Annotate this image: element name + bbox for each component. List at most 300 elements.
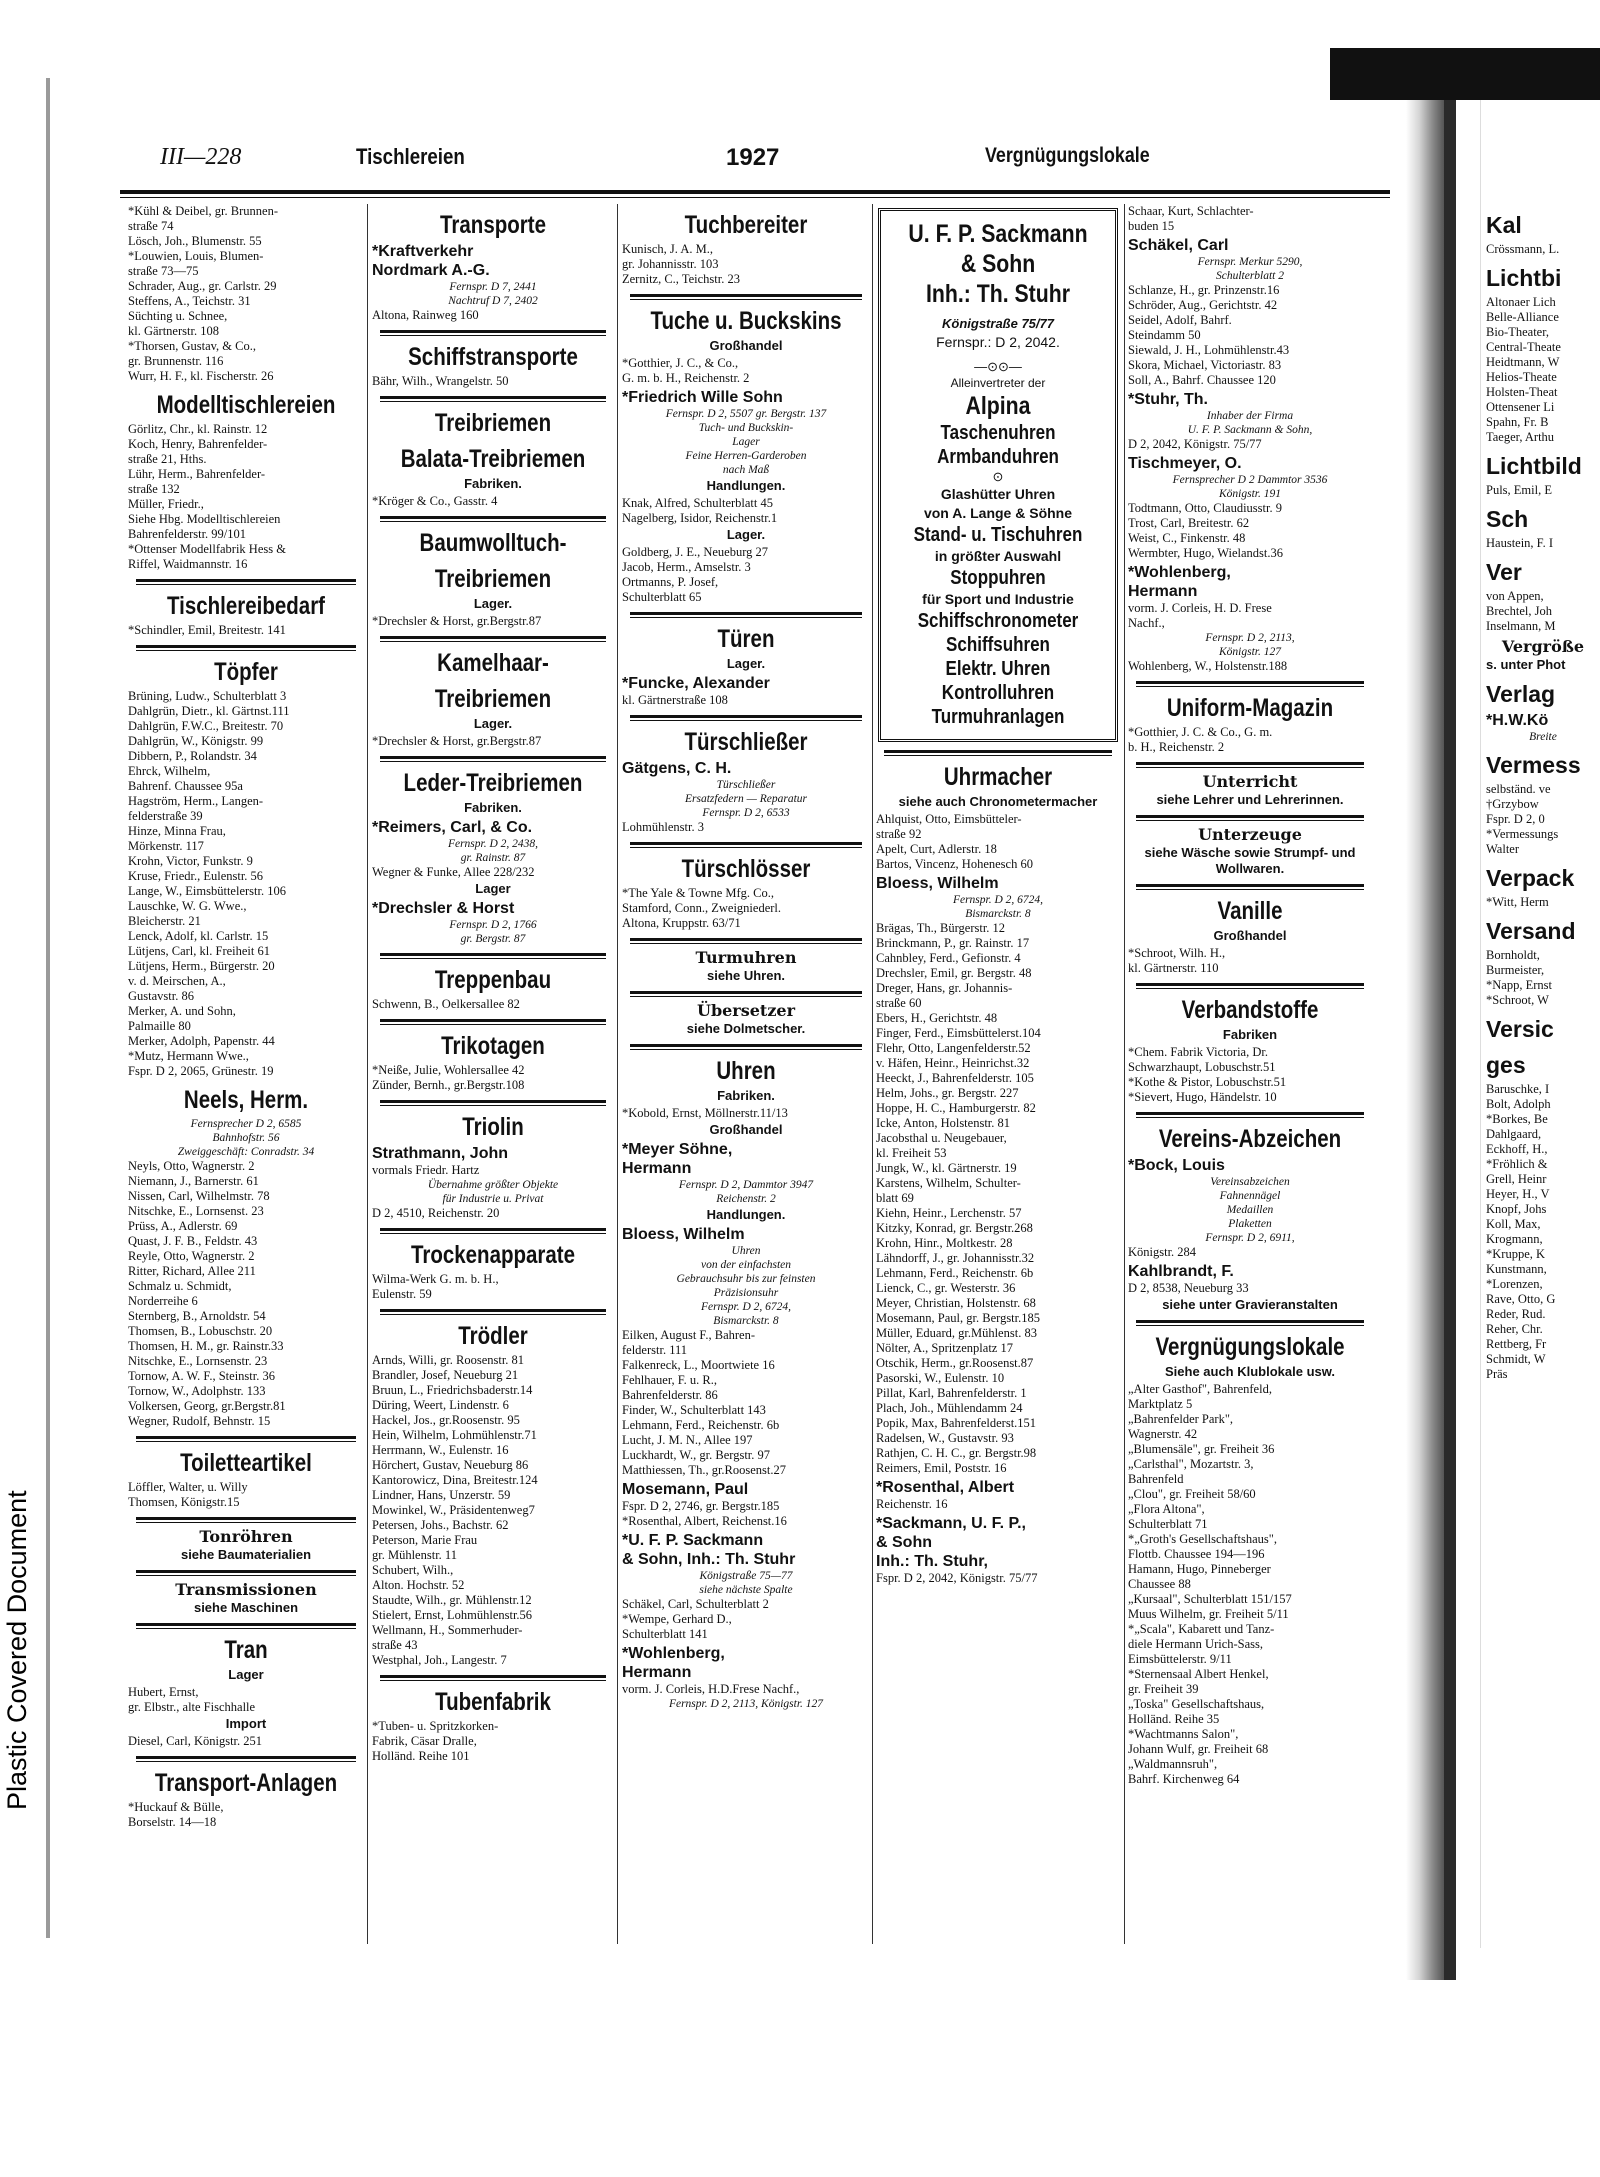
section-subheading: Lager. (473, 596, 513, 611)
listing-entry: Wohlenberg, W., Holstenstr.188 (1128, 659, 1288, 673)
ad-product: Kontrolluhren (941, 682, 1055, 704)
listing-entry: Ottensener Li (1486, 400, 1555, 414)
column-rule (367, 204, 368, 1944)
listing-entry: Brinckmann, P., gr. Rainstr. 17 (876, 936, 1030, 950)
section-heading: Türen (717, 625, 775, 653)
section-heading: Tuchbereiter (684, 211, 808, 239)
listing-entry: *Thorsen, Gustav, & Co., gr. Brunnenstr. 116 (128, 339, 256, 368)
section-divider (136, 579, 356, 585)
listing-entry: *Rosenthal, Albert, Reichenst.16 (622, 1514, 787, 1528)
listing-entry: Cahnbley, Ferd., Gefionstr. 4 (876, 951, 1021, 965)
section-heading: Verpack (1486, 865, 1575, 891)
listing-entry: Sternberg, B., Arnoldstr. 54 (128, 1309, 266, 1323)
listing-entry: Westphal, Joh., Langestr. 7 (372, 1653, 507, 1667)
listing-note: Fernspr. D 2, 2113, Königstr. 127 (668, 1698, 824, 1710)
listing-entry: *Kobold, Ernst, Möllnerstr.11/13 (622, 1106, 788, 1120)
section-heading: Triolin (462, 1113, 524, 1141)
listing-entry: Lütjens, Carl, kl. Freiheit 61 (128, 944, 270, 958)
listing-entry: Süchting u. Schnee, kl. Gärtnerstr. 108 (128, 309, 228, 338)
header-rule-thin (120, 197, 1390, 198)
listing-entry: Jungk, W., kl. Gärtnerstr. 19 (876, 1161, 1017, 1175)
listing-entry: *„Groth's Gesellschaftshaus", Flottb. Chaussee 194—196 (1128, 1532, 1277, 1561)
firm-name: *Kraftverkehr Nordmark A.-G. (372, 243, 490, 279)
listing-entry: Falkenreck, L., Moortwiete 16 (622, 1358, 775, 1372)
listing-entry: Dibbern, P., Rolandstr. 34 (128, 749, 257, 763)
listing-entry: Knak, Alfred, Schulterblatt 45 (622, 496, 774, 510)
listing-entry: Finder, W., Schulterblatt 143 (622, 1403, 766, 1417)
section-heading: Vereins-Abzeichen (1158, 1125, 1342, 1153)
section-divider (884, 750, 1112, 756)
listing-entry: Steffens, A., Teichstr. 31 (128, 294, 251, 308)
section-divider (1136, 1320, 1364, 1326)
listing-entry: Krohn, Victor, Funkstr. 9 (128, 854, 253, 868)
header-right-title: Vergnügungslokale (985, 144, 1150, 167)
listing-entry: Meyer, Christian, Holstenstr. 68 (876, 1296, 1036, 1310)
section-heading: Transport-Anlagen (154, 1769, 338, 1797)
listing-note: Vereinsabzeichen Fahnennägel Medaillen Plaketten Fernspr. D 2, 6911, (1205, 1176, 1295, 1244)
listing-entry: Skora, Michael, Victoriastr. 83 (1128, 358, 1282, 372)
listing-entry: Nitschke, E., Lornsenstr. 23 (128, 1354, 268, 1368)
section-heading: Tuche u. Buckskins (650, 307, 842, 335)
cross-reference-heading: Vergröße (1501, 637, 1585, 656)
listing-entry: Jacobsthal u. Neugebauer, kl. Freiheit 53 (876, 1131, 1007, 1160)
ad-firm-line-1: U. F. P. Sackmann (908, 220, 1088, 248)
listing-entry: Siehe Hbg. Modelltischlereien Bahrenfelderstr. 99/101 (128, 512, 281, 541)
section-divider (630, 842, 862, 848)
listing-entry: Reichenstr. 16 (876, 1497, 948, 1511)
book-gutter-edge (1444, 100, 1456, 1980)
listing-note: Fernspr. D 2, 2113, Königstr. 127 (1205, 632, 1295, 658)
listing-entry: Reimers, Emil, Poststr. 16 (876, 1461, 1007, 1475)
listing-entry: „Toska" Gesellschaftshaus, Holländ. Reihe 35 (1128, 1697, 1265, 1726)
listing-entry: Todtmann, Otto, Claudiusstr. 9 (1128, 501, 1282, 515)
listing-entry: Wurr, H. F., kl. Fischerstr. 26 (128, 369, 274, 383)
listing-note: Fernsprecher D 2, 6585 Bahnhofstr. 56 (190, 1118, 302, 1144)
column-1 (128, 204, 364, 1984)
listing-note: Tuch- und Buckskin- Lager Feine Herren-Garderoben nach Maß (685, 422, 807, 476)
listing-entry: *The Yale & Towne Mfg. Co., Stamford, Conn., Zweigniederl. Altona, Kruppstr. 63/71 (622, 886, 781, 930)
listing-entry: Hinze, Minna Frau, Mörkenstr. 117 (128, 824, 226, 853)
listing-entry: Bartos, Vincenz, Hohenesch 60 (876, 857, 1033, 871)
ad-brand: Alpina (965, 392, 1031, 420)
listing-entry: Löffler, Walter, u. Willy Thomsen, Königstr.15 (128, 1480, 248, 1509)
listing-entry: Lohmühlenstr. 3 (622, 820, 704, 834)
listing-entry: Arnds, Willi, gr. Roosenstr. 81 (372, 1353, 525, 1367)
listing-entry: Niemann, J., Barnerstr. 61 (128, 1174, 259, 1188)
section-heading: Treibriemen (434, 409, 552, 437)
section-heading: Treibriemen (434, 565, 552, 593)
listing-entry: Heeckt, J., Bahrenfelderstr. 105 (876, 1071, 1034, 1085)
ad-glashuette: Glashütter Uhren (940, 486, 1056, 502)
section-heading: Toiletteartikel (180, 1449, 312, 1477)
section-divider (136, 1623, 356, 1629)
listing-entry: Lauschke, W. G. Wwe., Bleicherstr. 21 (128, 899, 247, 928)
listing-entry: *Neiße, Julie, Wohlersallee 42 (372, 1063, 525, 1077)
firm-name: *Bock, Louis (1128, 1157, 1225, 1174)
listing-entry: Grell, Heinr Heyer, H., V Knopf, Johs Koll, Max, Krogmann, (1486, 1172, 1550, 1246)
listing-entry: Schwenn, B., Oelkersallee 82 (372, 997, 520, 1011)
firm-name: *Wohlenberg, Hermann (622, 1645, 725, 1681)
listing-entry: D 2, 2042, Königstr. 75/77 (1128, 437, 1262, 451)
scan-rule (1480, 48, 1481, 1948)
section-heading: Kamelhaar- (437, 649, 549, 677)
listing-entry: Dreger, Hans, gr. Johannis- straße 60 (876, 981, 1013, 1010)
listing-entry: Crössmann, L. (1486, 242, 1560, 256)
sidebar-label: Plastic Covered Document (2, 1490, 32, 1810)
listing-entry: v. d. Meirschen, A., Gustavstr. 86 (128, 974, 226, 1003)
section-divider (630, 612, 862, 618)
section-heading: Tubenfabrik (435, 1688, 551, 1716)
listing-entry: *Witt, Herm (1486, 895, 1549, 909)
listing-entry: Bio-Theater, Central-Theate (1486, 325, 1561, 354)
listing-entry: Krohn, Hinr., Moltkestr. 28 (876, 1236, 1013, 1250)
listing-entry: Pillat, Karl, Bahrenfelderstr. 1 (876, 1386, 1027, 1400)
listing-note: Türschließer Ersatzfedern — Reparatur Fernspr. D 2, 6533 (684, 779, 808, 819)
listing-entry: Heidtmann, W (1486, 355, 1560, 369)
section-heading: Töpfer (214, 658, 278, 686)
firm-name: Schäkel, Carl (1128, 237, 1229, 254)
listing-entry: *Tuben- u. Spritzkorken- Fabrik, Cäsar Dralle, Holländ. Reihe 101 (372, 1719, 499, 1763)
listing-entry: Königstr. 284 (1128, 1245, 1197, 1259)
listing-entry: Brüning, Ludw., Schulterblatt 3 (128, 689, 287, 703)
section-heading: Türschließer (684, 728, 808, 756)
listing-entry: *Louwien, Louis, Blumen- straße 73—75 (128, 249, 264, 278)
listing-entry: Peterson, Marie Frau gr. Mühlenstr. 11 (372, 1533, 478, 1562)
listing-entry: vormals Friedr. Hartz (372, 1163, 480, 1177)
listing-entry: *Huckauf & Bülle, Borselstr. 14—18 (128, 1800, 224, 1829)
section-subheading: Import (225, 1716, 267, 1731)
firm-name: *U. F. P. Sackmann & Sohn, Inh.: Th. Stuhr (622, 1532, 796, 1568)
section-divider (1136, 884, 1364, 890)
ad-product: Schiffsuhren (946, 634, 1050, 656)
section-heading: ges (1486, 1052, 1526, 1078)
listing-entry: Baruschke, I Bolt, Adolph *Borkes, Be (1486, 1082, 1551, 1126)
listing-entry: *Kröger & Co., Gasstr. 4 (372, 494, 498, 508)
listing-entry: *Kruppe, K Kunstmann, *Lorenzen, Rave, Otto, G Reder, Rud. Reher, Chr. Rettberg, Fr Schmidt, W (1486, 1247, 1556, 1366)
listing-entry: Karstens, Wilhelm, Schulter- blatt 69 (876, 1176, 1021, 1205)
listing-note: Uhren von der einfachsten Gebrauchsuhr bis zur feinsten Präzisionsuhr Fernspr. D 2, 6724, Bismarckstr. 8 (676, 1245, 816, 1327)
ad-ornament: —⊙⊙— (974, 359, 1022, 374)
section-divider (380, 953, 606, 959)
listing-entry: Herrmann, W., Eulenstr. 16 (372, 1443, 509, 1457)
firm-name: Gätgens, C. H. (622, 760, 732, 777)
listing-entry: Dahlgrün, W., Königstr. 99 (128, 734, 264, 748)
listing-entry: Spahn, Fr. B Taeger, Arthu (1486, 415, 1555, 444)
listing-entry: Eilken, August F., Bahren- felderstr. 111 (622, 1328, 756, 1357)
listing-entry: Hackel, Jos., gr.Roosenstr. 95 (372, 1413, 520, 1427)
listing-entry: Helm, Johs., gr. Bergstr. 227 (876, 1086, 1019, 1100)
section-subheading: Handlungen. (706, 1207, 786, 1222)
listing-note: Fernspr. D 2, 2438, gr. Rainstr. 87 (447, 838, 539, 864)
ad-product: Schiffschronometer (917, 610, 1079, 632)
firm-name: *H.W.Kö (1486, 712, 1549, 729)
listing-entry: Lienck, C., gr. Westerstr. 36 (876, 1281, 1016, 1295)
section-heading: Trikotagen (441, 1032, 545, 1060)
listing-note: Fernspr. D 2, Dammtor 3947 Reichenstr. 2 (678, 1179, 814, 1205)
section-divider (630, 938, 862, 944)
firm-name: *Friedrich Wille Sohn (622, 389, 783, 406)
section-subheading: s. unter Phot (1486, 657, 1566, 672)
listing-entry: Matthiessen, Th., gr.Roosenst.27 (622, 1463, 787, 1477)
listing-entry: Flehr, Otto, Langenfelderstr.52 (876, 1041, 1031, 1055)
listing-entry: Wegner & Funke, Allee 228/232 (372, 865, 535, 879)
listing-entry: Wermbter, Hugo, Wielandst.36 (1128, 546, 1284, 560)
listing-entry: „Waldmannsruh", Bahrf. Kirchenweg 64 (1128, 1757, 1240, 1786)
listing-entry: Staudte, Wilh., gr. Mühlenstr.12 (372, 1593, 532, 1607)
listing-entry: Hamann, Hugo, Pinneberger Chaussee 88 (1128, 1562, 1271, 1591)
listing-entry: Schlanze, H., gr. Prinzenstr.16 (1128, 283, 1280, 297)
section-divider (380, 1675, 606, 1681)
column-6-cut-off (1486, 204, 1600, 1984)
column-rule (617, 204, 618, 1944)
listing-entry: Wegner, Rudolf, Behnstr. 15 (128, 1414, 271, 1428)
section-heading: Transporte (440, 211, 546, 239)
page-header (160, 140, 1390, 184)
listing-entry: Bornholdt, (1486, 948, 1540, 962)
listing-entry: Dahlgaard, Eckhoff, H., *Fröhlich & (1486, 1127, 1548, 1171)
cross-reference-heading: Übersetzer (696, 1001, 796, 1020)
listing-entry: Luckhardt, W., gr. Bergstr. 97 (622, 1448, 771, 1462)
listing-entry: *Wachtmanns Salon", Johann Wulf, gr. Freiheit 68 (1128, 1727, 1269, 1756)
listing-entry: Drechsler, Emil, gr. Bergstr. 48 (876, 966, 1032, 980)
listing-entry: Lehmann, Ferd., Reichenstr. 6b (622, 1418, 780, 1432)
listing-entry: Petersen, Johs., Bachstr. 62 (372, 1518, 509, 1532)
listing-entry: Merker, Adolph, Papenstr. 44 (128, 1034, 275, 1048)
section-divider (1136, 681, 1364, 687)
listing-entry: Merker, A. und Sohn, Palmaille 80 (128, 1004, 236, 1033)
listing-entry: Tornow, A. W. F., Steinstr. 36 (128, 1369, 275, 1383)
page-number: III—228 (160, 144, 242, 170)
listing-entry: Düring, Weert, Lindenstr. 6 (372, 1398, 509, 1412)
section-divider (380, 1019, 606, 1025)
listing-entry: *Ottenser Modellfabrik Hess & Riffel, Waidmannstr. 16 (128, 542, 286, 571)
listing-entry: Hörchert, Gustav, Neueburg 86 (372, 1458, 529, 1472)
column-2 (372, 204, 614, 1984)
listing-note: Zweiggeschäft: Conradstr. 34 (177, 1146, 315, 1158)
listing-entry: Zünder, Bernh., gr.Bergstr.108 (372, 1078, 525, 1092)
listing-entry: Brandler, Josef, Neueburg 21 (372, 1368, 519, 1382)
listing-entry: *Gotthier, J. C. & Co., G. m. b. H., Reichenstr. 2 (1128, 725, 1273, 754)
listing-entry: Schmalz u. Schmidt, Norderreihe 6 (128, 1279, 232, 1308)
listing-entry: vorm. J. Corleis, H. D. Frese Nachf., (1128, 601, 1272, 630)
section-divider (136, 1756, 356, 1762)
section-subheading: Lager (475, 881, 511, 896)
listing-entry: Lühr, Herm., Bahrenfelder- straße 132 (128, 467, 266, 496)
section-subheading: Fabriken (1222, 1027, 1278, 1042)
section-divider (136, 1570, 356, 1576)
section-heading: Tran (224, 1636, 268, 1664)
listing-note: Fernspr. D 7, 2441 Nachtruf D 7, 2402 (448, 281, 538, 307)
listing-entry: Haustein, F. I (1486, 536, 1554, 550)
listing-entry: Mosemann, Paul, gr. Bergstr.185 (876, 1311, 1041, 1325)
section-subheading: Fabriken. (717, 1088, 775, 1103)
listing-note: Breite (1529, 731, 1557, 743)
listing-entry: Belle-Alliance (1486, 310, 1559, 324)
section-heading: Ver (1486, 559, 1522, 585)
section-subheading: Fabriken. (464, 800, 522, 815)
listing-entry: Fspr. D 2, 2042, Königstr. 75/77 (876, 1571, 1038, 1585)
section-heading: Verlag (1486, 681, 1556, 707)
ad-glashuette-maker: von A. Lange & Söhne (923, 505, 1073, 521)
section-subheading: Lager. (726, 656, 766, 671)
section-subheading: Großhandel (709, 1122, 783, 1137)
ad-address: Königstraße 75/77 (942, 316, 1054, 331)
listing-note: Fernspr. D 2, 1766 gr. Bergstr. 87 (449, 919, 537, 945)
listing-entry: „Flora Altona", Schulterblatt 71 (1128, 1502, 1208, 1531)
sackmann-advertisement (878, 208, 1118, 742)
listing-entry: Altona, Rainweg 160 (372, 308, 479, 322)
listing-entry: Hubert, Ernst, gr. Elbstr., alte Fischhalle (128, 1685, 256, 1714)
section-subheading: Großhandel (1213, 928, 1287, 943)
listing-entry: *Drechsler & Horst, gr.Bergstr.87 (372, 734, 542, 748)
listing-entry: Lehmann, Ferd., Reichenstr. 6b (876, 1266, 1034, 1280)
listing-entry: Kantorowicz, Dina, Breitestr.124 (372, 1473, 538, 1487)
section-heading: Trockenapparate (410, 1241, 576, 1269)
section-subheading: siehe Lehrer und Lehrerinnen. (1156, 792, 1344, 807)
listing-note: Inhaber der Firma U. F. P. Sackmann & Sohn, (1187, 410, 1313, 436)
section-subheading: siehe Baumaterialien (180, 1547, 312, 1562)
section-divider (380, 1100, 606, 1106)
firm-name: Kahlbrandt, F. (1128, 1263, 1234, 1280)
listing-entry: Schäkel, Carl, Schulterblatt 2 (622, 1597, 769, 1611)
section-divider (380, 330, 606, 336)
listing-entry: Wellmann, H., Sommerhuder- straße 43 (372, 1623, 523, 1652)
listing-entry: Schröder, Aug., Gerichtstr. 42 (1128, 298, 1278, 312)
listing-entry: Fehlhauer, F. u. R., Bahrenfelderstr. 86 (622, 1373, 718, 1402)
listing-entry: Trost, Carl, Breitestr. 62 (1128, 516, 1250, 530)
section-divider (136, 1517, 356, 1523)
listing-entry: Hein, Wilhelm, Lohmühlenstr.71 (372, 1428, 537, 1442)
ad-phone: Fernspr.: D 2, 2042. (936, 334, 1060, 350)
listing-entry: Görlitz, Chr., kl. Rainstr. 12 (128, 422, 268, 436)
listing-entry: Schrader, Aug., gr. Carlstr. 29 (128, 279, 277, 293)
book-gutter-shadow (1406, 100, 1444, 1980)
ad-product: Turmuhranlagen (931, 706, 1065, 728)
section-heading: Schiffstransporte (408, 343, 578, 371)
section-heading: Sch (1486, 506, 1529, 532)
listing-note: Königstraße 75—77 siehe nächste Spalte (699, 1570, 793, 1596)
section-heading: Neels, Herm. (183, 1086, 309, 1114)
listing-entry: Kunisch, J. A. M., gr. Johannisstr. 103 (622, 242, 719, 271)
listing-entry: Puls, Emil, E (1486, 483, 1552, 497)
ad-ornament-icon: ⊙ (992, 469, 1004, 484)
section-heading: Balata-Treibriemen (400, 445, 586, 473)
ad-selection: in größter Auswahl (934, 548, 1062, 564)
column-3 (622, 204, 870, 1984)
listing-entry: Nagelberg, Isidor, Reichenstr.1 (622, 511, 778, 525)
listing-entry: Jacob, Herm., Amselstr. 3 (622, 560, 751, 574)
section-heading: Lichtbi (1486, 265, 1562, 291)
listing-entry: Dahlgrün, F.W.C., Breitestr. 70 (128, 719, 284, 733)
section-subheading: siehe Wäsche sowie Strumpf- und Wollwaren. (1144, 845, 1356, 876)
section-subheading: siehe Dolmetscher. (686, 1021, 806, 1036)
firm-name: *Rosenthal, Albert (876, 1479, 1015, 1496)
section-subheading: Siehe auch Klublokale usw. (1164, 1364, 1335, 1379)
firm-name: *Funcke, Alexander (622, 675, 770, 692)
section-divider (1136, 1112, 1364, 1118)
listing-entry: D 2, 4510, Reichenstr. 20 (372, 1206, 500, 1220)
listing-entry: Kruse, Friedr., Eulenstr. 56 (128, 869, 264, 883)
listing-note: Fernsprecher D 2 Dammtor 3536 Königstr. 191 (1172, 474, 1328, 500)
listing-entry: selbständ. ve (1486, 782, 1551, 796)
listing-entry: Lange, W., Eimsbüttelerstr. 106 (128, 884, 286, 898)
section-heading: Kal (1486, 212, 1522, 238)
listing-entry: „Blumensäle", gr. Freiheit 36 (1128, 1442, 1275, 1456)
listing-entry: Icke, Anton, Holstenstr. 81 (876, 1116, 1011, 1130)
listing-entry: *Gotthier, J. C., & Co., G. m. b. H., Reichenstr. 2 (622, 356, 750, 385)
firm-name: *Wohlenberg, Hermann (1128, 564, 1231, 600)
section-subheading: Lager (228, 1667, 264, 1682)
listing-entry: *Drechsler & Horst, gr.Bergstr.87 (372, 614, 542, 628)
listing-entry: Neyls, Otto, Wagnerstr. 2 (128, 1159, 255, 1173)
section-subheading: Großhandel (709, 338, 783, 353)
listing-entry: „Bahrenfelder Park", Wagnerstr. 42 (1128, 1412, 1234, 1441)
firm-name: Bloess, Wilhelm (622, 1226, 745, 1243)
header-left-title: Tischlereien (356, 144, 465, 169)
section-divider (136, 1436, 356, 1442)
listing-entry: Burmeister, *Napp, Ernst *Schroot, W (1486, 963, 1552, 1007)
listing-entry: *Schroot, Wilh. H., kl. Gärtnerstr. 110 (1128, 946, 1226, 975)
listing-note: Übernahme größter Objekte für Industrie u. Privat (427, 1179, 559, 1205)
listing-entry: Lindner, Hans, Unzerstr. 59 (372, 1488, 511, 1502)
listing-entry: *Schindler, Emil, Breitestr. 141 (128, 623, 286, 637)
listing-entry: Apelt, Curt, Adlerstr. 18 (876, 842, 997, 856)
section-divider (630, 294, 862, 300)
listing-entry: Müller, Friedr., (128, 497, 204, 511)
ad-firm-line-2: & Sohn (960, 250, 1036, 278)
listing-entry: Lütjens, Herm., Bürgerstr. 20 (128, 959, 275, 973)
section-heading: Uhrmacher (943, 763, 1053, 791)
firm-name: Mosemann, Paul (622, 1481, 749, 1498)
section-heading: Türschlösser (681, 855, 811, 883)
ad-agency: Alleinvertreter der (950, 376, 1046, 390)
ad-product: Armbanduhren (937, 446, 1059, 468)
listing-entry: Otschik, Herm., gr.Roosenst.87 (876, 1356, 1034, 1370)
listing-entry: Ritter, Richard, Allee 211 (128, 1264, 256, 1278)
listing-entry: *Vermessungs Walter (1486, 827, 1559, 856)
section-heading: Baumwolltuch- (419, 529, 567, 557)
listing-entry: Lucht, J. M. N., Allee 197 (622, 1433, 753, 1447)
listing-entry: *Kühl & Deibel, gr. Brunnen- straße 74 (128, 204, 278, 233)
listing-entry: Radelsen, W., Gustavstr. 93 (876, 1431, 1014, 1445)
listing-entry: Bruun, L., Friedrichsbaderstr.14 (372, 1383, 533, 1397)
listing-entry: Tornow, W., Adolphstr. 133 (128, 1384, 266, 1398)
ad-firm-line-3: Inh.: Th. Stuhr (925, 280, 1070, 308)
black-scan-border (1330, 48, 1600, 100)
listing-entry: Thomsen, B., Lobuschstr. 20 (128, 1324, 273, 1338)
listing-entry: Zernitz, C., Teichstr. 23 (622, 272, 740, 286)
listing-entry: Helios-Theate Holsten-Theat (1486, 370, 1558, 399)
firm-name: *Reimers, Carl, & Co. (372, 819, 533, 836)
listing-entry: Rathjen, C. H. C., gr. Bergstr.98 (876, 1446, 1037, 1460)
listing-note: Fernspr. D 2, 5507 gr. Bergstr. 137 (665, 408, 827, 420)
section-subheading: siehe Maschinen (193, 1600, 299, 1615)
listing-entry: Finger, Ferd., Eimsbüttelerst.104 (876, 1026, 1041, 1040)
section-subheading: siehe auch Chronometermacher (898, 794, 1098, 809)
firm-name: *Stuhr, Th. (1128, 391, 1208, 408)
section-divider (380, 1228, 606, 1234)
listing-entry: Plach, Joh., Mühlendamm 24 (876, 1401, 1023, 1415)
listing-entry: D 2, 8538, Neueburg 33 (1128, 1281, 1249, 1295)
section-heading: Trödler (458, 1322, 528, 1350)
ad-product: Taschenuhren (940, 422, 1056, 444)
ad-product: Stoppuhren (950, 567, 1046, 589)
listing-entry: *Sievert, Hugo, Händelstr. 10 (1128, 1090, 1277, 1104)
section-divider (380, 756, 606, 762)
listing-entry: Lähndorff, J., gr. Johannisstr.32 (876, 1251, 1035, 1265)
listing-entry: „Kursaal", Schulterblatt 151/157 (1128, 1592, 1292, 1606)
listing-entry: *„Scala", Kabarett und Tanz- diele Hermann Urich-Sass, Eimsbüttelerstr. 9/11 (1128, 1622, 1275, 1666)
